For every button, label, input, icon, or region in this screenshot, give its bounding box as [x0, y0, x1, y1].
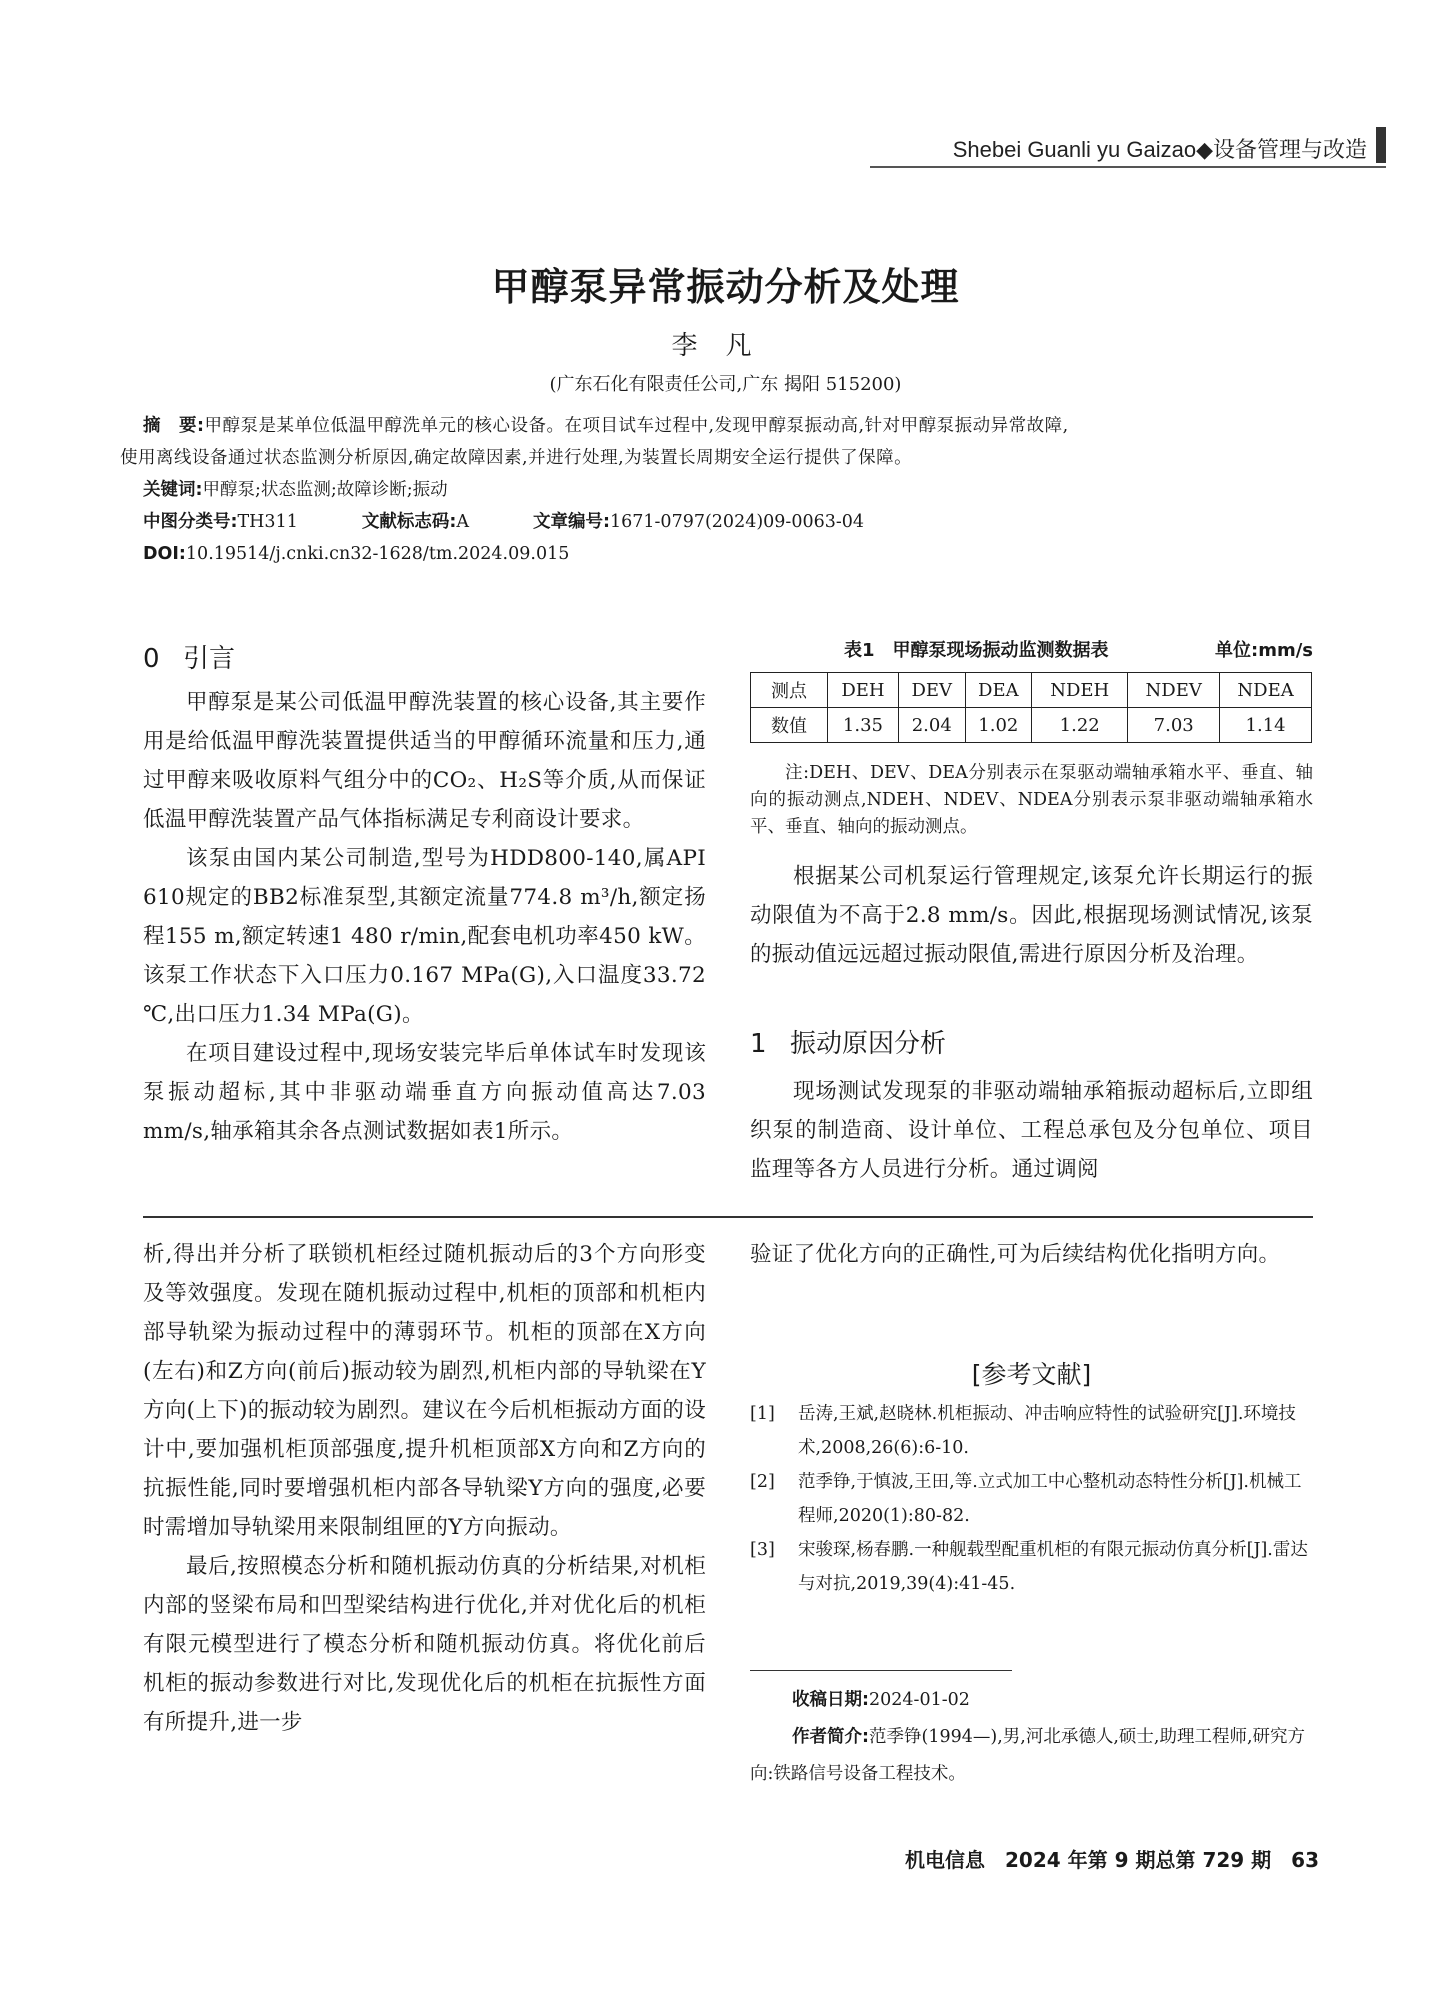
reference-text: 岳涛,王斌,赵晓林.机柜振动、冲击响应特性的试验研究[J].环境技术,2008,26(6):6-10. [798, 1404, 1296, 1458]
section-1-number: 1 [750, 1029, 767, 1059]
table-cell-value: 2.04 [898, 708, 965, 743]
abstract-label: 摘 要: [143, 416, 205, 436]
reference-index: [2] [750, 1472, 775, 1492]
reference-item [750, 1397, 1313, 1465]
section-1-title: 振动原因分析 [790, 1029, 947, 1059]
section-0-number: 0 [143, 644, 160, 674]
doc-code-label: 文献标志码: [361, 512, 457, 532]
reference-text: 范季铮,于慎波,王田,等.立式加工中心整机动态特性分析[J].机械工程师,2020(1):80-82. [798, 1472, 1302, 1526]
reference-item [750, 1465, 1313, 1533]
doi-value: 10.19514/j.cnki.cn32-1628/tm.2024.09.015 [185, 544, 570, 564]
table-cell-value: 1.14 [1220, 708, 1312, 743]
prev-article-left [143, 1235, 706, 1742]
table-cell-point: DEV [898, 673, 965, 708]
table-cell-point: DEH [828, 673, 899, 708]
table-cell-value: 1.02 [965, 708, 1032, 743]
reference-text: 宋骏琛,杨春鹏.一种舰载型配重机柜的有限元振动仿真分析[J].雷达与对抗,2019,39(4):41-45. [798, 1540, 1308, 1594]
running-header: Shebei Guanli yu Gaizao◆设备管理与改造 [952, 137, 1367, 162]
doi-line [143, 538, 1313, 570]
table-cell-point: NDEH [1032, 673, 1128, 708]
table-cell-point: DEA [965, 673, 1032, 708]
reference-index: [3] [750, 1540, 775, 1560]
keywords-text: 甲醇泵;状态监测;故障诊断;振动 [202, 480, 448, 500]
clc-value: TH311 [237, 512, 298, 532]
prev-article-right [750, 1235, 1313, 1274]
references-list [750, 1397, 1313, 1601]
table-row-values [751, 708, 1312, 743]
header-rule [870, 166, 1386, 168]
keywords-line [143, 474, 1313, 506]
table-cell-point: NDEA [1220, 673, 1312, 708]
article-no-value: 1671-0797(2024)09-0063-04 [609, 512, 865, 532]
table-cell-value: 7.03 [1128, 708, 1220, 743]
abstract-block [120, 410, 1313, 570]
author-affiliation: (广东石化有限责任公司,广东 揭阳 515200) [549, 374, 902, 395]
intro-paragraph-1: 甲醇泵是某公司低温甲醇洗装置的核心设备,其主要作用是给低温甲醇洗装置提供适当的甲醇循环流量和压力,通过甲醇来吸收原料气组分中的CO₂、H₂S等介质,从而保证低温甲醇洗装置产品气体指标满足专利商设计要求。 [143, 690, 706, 832]
reference-item [750, 1533, 1313, 1601]
cause-analysis-paragraph: 现场测试发现泵的非驱动端轴承箱振动超标后,立即组织泵的制造商、设计单位、工程总承包及分包单位、项目监理等各方人员进行分析。通过调阅 [750, 1079, 1313, 1182]
doi-label: DOI: [143, 544, 186, 564]
section-0-heading [143, 638, 235, 675]
clc-label: 中图分类号: [143, 512, 238, 532]
table1-note: 注:DEH、DEV、DEA分别表示在泵驱动端轴承箱水平、垂直、轴向的振动测点,NDEH、NDEV、NDEA分别表示泵非驱动端轴承箱水平、垂直、轴向的振动测点。 [750, 763, 1313, 837]
article-no-label: 文章编号: [532, 512, 610, 532]
article-footnote [750, 1682, 1313, 1793]
section-0-title: 引言 [183, 644, 236, 674]
header-bar-marker [1376, 127, 1386, 163]
article-divider [143, 1216, 1313, 1218]
prev-article-conclusion: 验证了优化方向的正确性,可为后续结构优化指明方向。 [750, 1242, 1281, 1267]
section-1-heading [750, 1023, 946, 1060]
vibration-limit-paragraph: 根据某公司机泵运行管理规定,该泵允许长期运行的振动限值为不高于2.8 mm/s。因此,根据现场测试情况,该泵的振动值远远超过振动限值,需进行原因分析及治理。 [750, 864, 1313, 967]
page-footer: 机电信息 2024 年第 9 期总第 729 期 63 [905, 1848, 1319, 1872]
article-author: 李凡 [671, 331, 780, 361]
table-cell-value: 1.35 [828, 708, 899, 743]
references-heading: [参考文献] [971, 1360, 1092, 1389]
keywords-label: 关键词: [143, 480, 203, 500]
table1-unit: 单位:mm/s [1215, 640, 1313, 661]
table-row-points [751, 673, 1312, 708]
intro-paragraph-3: 在项目建设过程中,现场安装完毕后单体试车时发现该泵振动超标,其中非驱动端垂直方向振动值高达7.03 mm/s,轴承箱其余各点测试数据如表1所示。 [143, 1041, 706, 1144]
bio-label: 作者简介: [792, 1727, 869, 1747]
received-date: 2024-01-02 [869, 1690, 970, 1710]
table-cell-label: 数值 [751, 708, 828, 743]
abstract-line-1 [143, 410, 1313, 442]
prev-article-paragraph-1: 析,得出并分析了联锁机柜经过随机振动后的3个方向形变及等效强度。发现在随机振动过程中,机柜的顶部和机柜内部导轨梁为振动过程中的薄弱环节。机柜的顶部在X方向(左右)和Z方向(前后)振动较为剧烈,机柜内部的导轨梁在Y方向(上下)的振动较为剧烈。建议在今后机柜振动方面的设计中,要加强机柜顶部强度,提升机柜顶部X方向和Z方向的抗振性能,同时要增强机柜内部各导轨梁Y方向的强度,必要时需增加导轨梁用来限制组匣的Y方向振动。 [143, 1242, 706, 1540]
prev-article-paragraph-2: 最后,按照模态分析和随机振动仿真的分析结果,对机柜内部的竖梁布局和凹型梁结构进行优化,并对优化后的机柜有限元模型进行了模态分析和随机振动仿真。将优化前后机柜的振动参数进行对比,发现优化后的机柜在抗振性方面有所提升,进一步 [143, 1554, 706, 1735]
footnote-rule [750, 1670, 1012, 1671]
bio-text: 范季铮(1994—),男,河北承德人,硕士,助理工程师,研究方向:铁路信号设备工程技术。 [750, 1727, 1306, 1784]
received-date-line [750, 1682, 1313, 1719]
table-cell-label: 测点 [751, 673, 828, 708]
table-cell-value: 1.22 [1032, 708, 1128, 743]
intro-body [143, 683, 706, 1151]
table-cell-point: NDEV [1128, 673, 1220, 708]
intro-paragraph-2: 该泵由国内某公司制造,型号为HDD800-140,属API 610规定的BB2标准泵型,其额定流量774.8 m³/h,额定扬程155 m,额定转速1 480 r/min,配套电机功率450 kW。该泵工作状态下入口压力0.167 MPa(G),入口温度33.72 ℃,出口压力1.34 MPa(G)。 [143, 846, 706, 1027]
abstract-text-1: 甲醇泵是某单位低温甲醇洗单元的核心设备。在项目试车过程中,发现甲醇泵振动高,针对甲醇泵振动异常故障, [204, 416, 1069, 436]
doc-code-value: A [456, 512, 469, 532]
author-bio-line [750, 1719, 1313, 1793]
article-title: 甲醇泵异常振动分析及处理 [491, 265, 960, 309]
received-label: 收稿日期: [792, 1690, 869, 1710]
table1-caption: 表1 甲醇泵现场振动监测数据表 [844, 640, 1109, 661]
reference-index: [1] [750, 1404, 775, 1424]
classification-line [143, 506, 1313, 538]
vibration-table [750, 672, 1312, 743]
right-column-body-2 [750, 1072, 1313, 1189]
abstract-line-2: 使用离线设备通过状态监测分析原因,确定故障因素,并进行处理,为装置长周期安全运行提供了保障。 [120, 448, 913, 468]
right-column-body-1 [750, 857, 1313, 974]
